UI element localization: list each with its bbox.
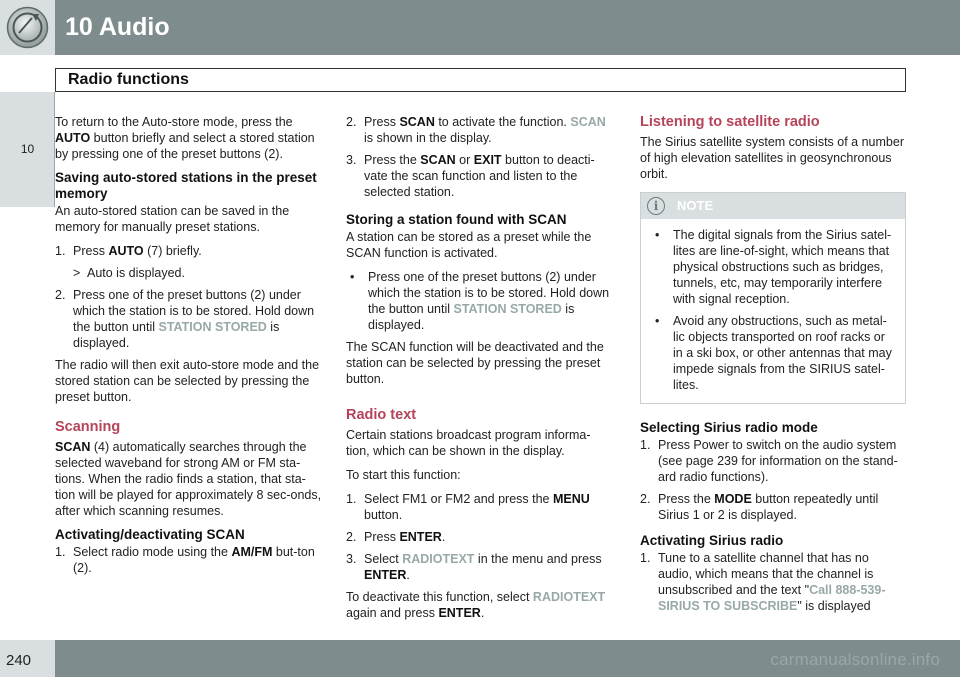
text: Press one of the preset buttons (2) under which the station is to be stored. Hold down the button until (368, 270, 610, 316)
heading-activating-scan: Activating/deactivating SCAN (55, 527, 245, 542)
text: Select FM1 or FM2 and press the (364, 492, 553, 506)
text: Press the (364, 153, 421, 167)
item-number: 1. (55, 545, 66, 559)
note-body (641, 219, 905, 403)
heading-radio-text: Radio text (346, 407, 417, 423)
mode-label: MODE (714, 492, 752, 506)
text: Select radio mode using the (73, 545, 232, 559)
menu-label: MENU (552, 492, 590, 506)
list-item (346, 529, 614, 545)
text: is displayed. (73, 320, 280, 350)
exit-label: EXIT (473, 153, 502, 167)
item-number: 2. (346, 115, 357, 129)
heading-storing: Storing a station found with SCAN (346, 212, 567, 227)
display-text: STATION STORED (453, 302, 562, 316)
text: The digital signals from the Sirius satel-lites are line-of-sight, which means that physical obstructions such as bridges, tunnels, etc, may temporarily interfere with signal reception. (673, 228, 892, 306)
paragraph (55, 114, 323, 162)
text: To deactivate this function, select (346, 590, 533, 604)
item-number: 3. (346, 153, 357, 167)
text: Tune to a satellite channel that has no audio, which means that the channel is unsubscribed and the text " (658, 551, 874, 597)
text: button to deacti-vate the scan function and listen to the selected station. (364, 153, 595, 199)
text: Select (364, 552, 403, 566)
list-item (346, 491, 614, 523)
item-number: 2. (55, 288, 66, 302)
text: in the menu and press (474, 552, 602, 566)
heading-saving: Saving auto-stored stations in the preset memory (55, 170, 317, 201)
list-item (640, 491, 906, 523)
paragraph: The radio will then exit auto-store mode and the stored station can be selected by pressing the preset button. (55, 358, 320, 404)
display-text: Call 888-539-SIRIUS TO SUBSCRIBE (658, 583, 886, 613)
text: again and press (346, 606, 439, 620)
paragraph: Certain stations broadcast program informa-tion, which can be shown in the display. (346, 428, 591, 458)
text: button repeatedly until Sirius 1 or 2 is displayed. (658, 492, 879, 522)
page-number: 240 (6, 652, 32, 669)
item-number: 1. (640, 551, 651, 565)
section-title: Radio functions (68, 71, 189, 88)
volvo-logo (0, 0, 55, 55)
text: Press (364, 530, 400, 544)
enter-label: ENTER (364, 568, 407, 582)
text: or (455, 153, 474, 167)
list-item (346, 152, 614, 200)
text: . (480, 606, 485, 620)
text: but-ton (2). (73, 545, 315, 575)
bullet-item (346, 269, 614, 333)
auto-label: AUTO (55, 131, 91, 145)
column-middle (346, 114, 614, 629)
auto-label: AUTO (108, 244, 144, 258)
note-header (641, 193, 905, 219)
heading-scanning: Scanning (55, 419, 121, 435)
heading-selecting: Selecting Sirius radio mode (640, 420, 818, 435)
paragraph: An auto-stored station can be saved in the memory for manually preset stations. (55, 204, 290, 234)
chapter-header (0, 0, 960, 55)
text: Press the (658, 492, 715, 506)
text: (4) automatically searches through the selected waveband for strong AM or FM sta-tions. When the radio finds a station, that sta-tion will be played for approximately 8 sec-onds, after which scanning resumes. (55, 440, 322, 518)
column-left (55, 114, 323, 582)
enter-label: ENTER (399, 530, 442, 544)
list-item (640, 550, 906, 614)
text: Auto is displayed. (87, 266, 185, 280)
paragraph (346, 589, 614, 621)
text: Avoid any obstructions, such as metal-lic objects transported on roof racks or in a ski box, or other antennas that may impede signals from the SIRIUS satel-lites. (673, 314, 892, 392)
note-box (640, 192, 906, 404)
am-fm-label: AM/FM (231, 545, 273, 559)
text: Press Power to switch on the audio system (see page 239 for information on the stand-ard radio functions). (658, 438, 898, 484)
display-text: STATION STORED (158, 320, 267, 334)
chapter-title: 10 Audio (65, 13, 170, 41)
note-title: NOTE (677, 198, 714, 213)
item-number: 1. (346, 492, 357, 506)
paragraph: To start this function: (346, 468, 461, 482)
paragraph: The Sirius satellite system consists of a number of high elevation satellites in geosynchronous orbit. (640, 135, 904, 181)
heading-activating-sirius: Activating Sirius radio (640, 533, 784, 548)
text: To return to the Auto-store mode, press the (55, 115, 293, 129)
list-item (346, 551, 614, 583)
display-text: SCAN (570, 115, 606, 129)
scan-label: SCAN (420, 153, 456, 167)
bullet-dot: • (350, 270, 355, 284)
watermark: carmanualsonline.info (770, 650, 940, 669)
enter-label: ENTER (438, 606, 481, 620)
paragraph: A station can be stored as a preset while the SCAN function is activated. (346, 230, 592, 260)
text: button briefly and select a stored station by pressing one of the preset buttons (2). (55, 131, 315, 161)
scan-label: SCAN (55, 440, 91, 454)
bullet-dot: • (655, 314, 660, 328)
item-number: 2. (346, 530, 357, 544)
text: Press one of the preset buttons (2) under which the station is to be stored. Hold down the button until (73, 288, 315, 334)
column-right (640, 114, 906, 620)
list-item (55, 287, 323, 351)
text: . (406, 568, 410, 582)
heading-listening: Listening to satellite radio (640, 114, 820, 130)
scan-label: SCAN (399, 115, 435, 129)
list-item (640, 437, 906, 485)
item-number: 2. (640, 492, 651, 506)
item-number: 3. (346, 552, 357, 566)
item-number: 1. (640, 438, 651, 452)
chapter-tab-number: 10 (20, 142, 35, 156)
text: Press (73, 244, 109, 258)
list-item (55, 243, 323, 259)
paragraph (55, 439, 323, 519)
text: " is displayed (797, 599, 871, 613)
display-text: RADIOTEXT (532, 590, 606, 604)
volvo-emblem-icon (0, 0, 55, 55)
text: . (441, 530, 446, 544)
text: is displayed. (368, 302, 575, 332)
display-text: RADIOTEXT (402, 552, 475, 566)
list-item (55, 544, 323, 576)
text: is shown in the display. (364, 131, 492, 145)
bullet-dot: • (655, 228, 660, 242)
text: button. (364, 508, 403, 522)
item-number: 1. (55, 244, 66, 258)
chapter-side-tab (0, 92, 55, 207)
footer-tab (0, 640, 55, 677)
info-icon: i (647, 197, 665, 215)
bullet-item (651, 227, 893, 307)
list-subitem (55, 265, 323, 281)
paragraph: The SCAN function will be deactivated and the station can be selected by pressing the preset button. (346, 340, 604, 386)
text: Press (364, 115, 400, 129)
list-item (346, 114, 614, 146)
bullet-item (651, 313, 893, 393)
section-bar (55, 68, 906, 92)
result-arrow: > (73, 266, 81, 280)
page-footer (0, 640, 960, 677)
text: (7) briefly. (143, 244, 202, 258)
text: to activate the function. (434, 115, 571, 129)
